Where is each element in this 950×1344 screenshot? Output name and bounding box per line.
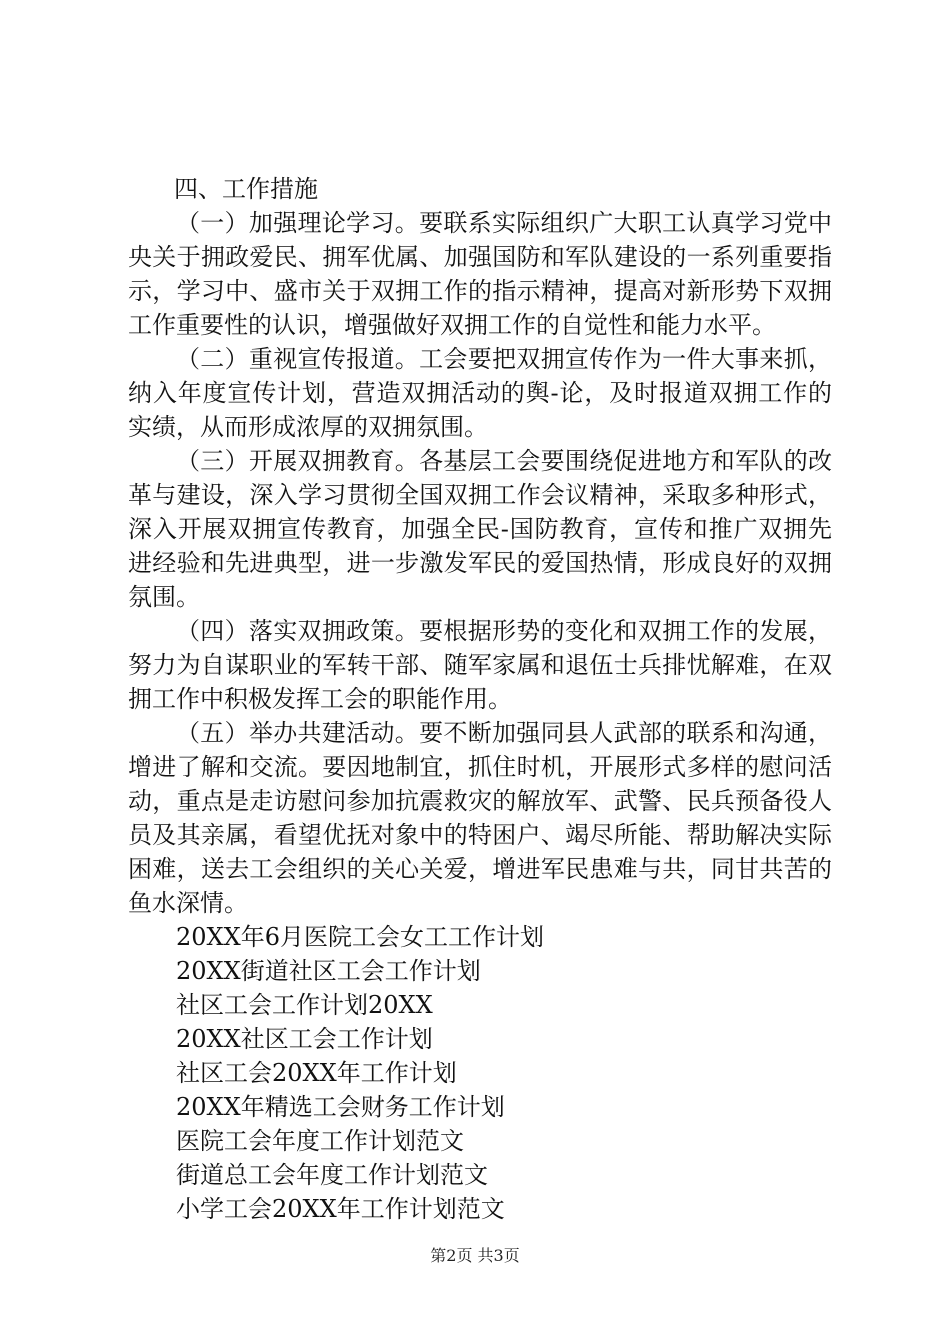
related-link[interactable]: 小学工会20XX年工作计划范文 <box>176 1195 505 1223</box>
paragraph-education: （三）开展双拥教育。各基层工会要围绕促进地方和军队的改革与建设，深入学习贯彻全国双拥工作会议精神，采取多种形式，深入开展双拥宣传教育，加强全民-国防教育，宣传和推广双拥先进经验和先进典型，进一步激发军民的爱国热情，形成良好的双拥氛围。 <box>128 447 832 611</box>
related-links-list <box>128 920 832 1226</box>
related-link[interactable]: 20XX街道社区工会工作计划 <box>176 957 481 985</box>
section-heading: 四、工作措施 <box>174 175 318 203</box>
paragraph-policy: （四）落实双拥政策。要根据形势的变化和双拥工作的发展，努力为自谋职业的军转干部、随军家属和退伍士兵排忧解难，在双拥工作中积极发挥工会的职能作用。 <box>128 617 832 713</box>
page-number-footer: 第2页 共3页 <box>430 1246 520 1265</box>
paragraph-activities: （五）举办共建活动。要不断加强同县人武部的联系和沟通，增进了解和交流。要因地制宜，抓住时机，开展形式多样的慰问活动，重点是走访慰问参加抗震救灾的解放军、武警、民兵预备役人员及其亲属，看望优抚对象中的特困户、竭尽所能、帮助解决实际困难，送去工会组织的关心关爱，增进军民患难与共，同甘共苦的鱼水深情。 <box>128 719 832 917</box>
related-link[interactable]: 社区工会工作计划20XX <box>176 991 433 1019</box>
related-link[interactable]: 医院工会年度工作计划范文 <box>176 1127 464 1155</box>
related-link[interactable]: 街道总工会年度工作计划范文 <box>176 1161 488 1189</box>
paragraph-theory-study: （一）加强理论学习。要联系实际组织广大职工认真学习党中央关于拥政爱民、拥军优属、加强国防和军队建设的一系列重要指示，学习中、盛市关于双拥工作的指示精神，提高对新形势下双拥工作重要性的认识，增强做好双拥工作的自觉性和能力水平。 <box>128 209 832 339</box>
related-link[interactable]: 20XX社区工会工作计划 <box>176 1025 433 1053</box>
related-link[interactable]: 20XX年精选工会财务工作计划 <box>176 1093 505 1121</box>
document-body <box>128 172 832 1226</box>
related-link[interactable]: 20XX年6月医院工会女工工作计划 <box>176 923 544 951</box>
related-link[interactable]: 社区工会20XX年工作计划 <box>176 1059 457 1087</box>
paragraph-publicity: （二）重视宣传报道。工会要把双拥宣传作为一件大事来抓，纳入年度宣传计划，营造双拥活动的舆-论，及时报道双拥工作的实绩，从而形成浓厚的双拥氛围。 <box>128 345 832 441</box>
